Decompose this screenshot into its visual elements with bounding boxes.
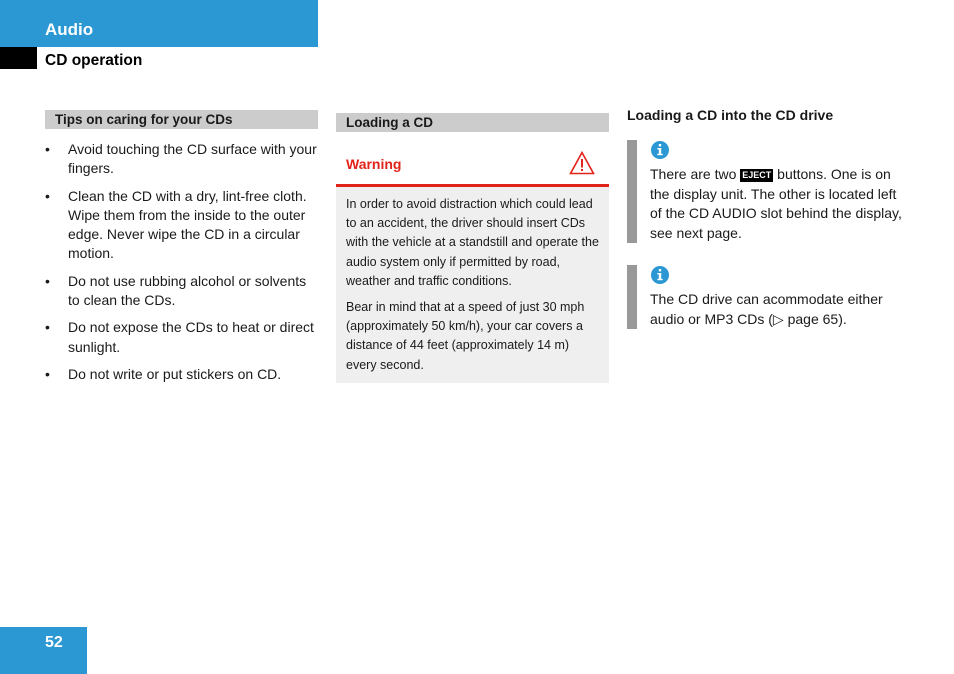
info-text-part: There are two [650, 166, 741, 182]
warning-paragraph: In order to avoid distraction which could lead to an accident, the driver should insert CDs with the vehicle at a standstill and operate the audio system only if permitted by road, weather and traffic conditions. [346, 197, 599, 288]
tips-list [45, 140, 318, 384]
warning-label: Warning [346, 156, 402, 172]
info-text-part: buttons. One is on the display unit. The other is located left of the CD AUDIO slot behind the display, see next page. [650, 166, 902, 241]
info-note [627, 265, 907, 329]
tips-heading: Tips on caring for your CDs [45, 110, 318, 129]
info-icon [650, 265, 670, 285]
info-bar [627, 140, 637, 243]
loading-heading: Loading a CD [336, 113, 609, 132]
warning-box [336, 141, 609, 383]
list-item [45, 187, 318, 264]
tips-column [45, 110, 318, 392]
list-item-text: Do not write or put stickers on CD. [68, 365, 282, 382]
bullet: • [45, 319, 50, 336]
bullet: • [45, 141, 50, 157]
bullet: • [45, 272, 50, 289]
list-item [45, 140, 318, 179]
bullet: • [45, 187, 50, 204]
page-title: CD operation [45, 52, 143, 69]
list-item [45, 318, 318, 357]
loading-column [336, 113, 609, 383]
info-icon [650, 140, 670, 160]
eject-key-symbol: EJECT [742, 170, 772, 180]
info-bar [627, 265, 637, 329]
cd-drive-column [627, 106, 907, 351]
bullet: • [45, 365, 50, 382]
warning-header [336, 141, 609, 187]
section-title: Audio [45, 20, 94, 39]
cd-drive-heading: Loading a CD into the CD drive [627, 107, 834, 123]
page-number: 52 [45, 634, 63, 651]
page-number-box [0, 627, 87, 674]
warning-paragraph: Bear in mind that at a speed of just 30 mph (approximately 50 km/h), your car covers a distance of 44 feet (approximately 14 m) every second. [346, 300, 585, 372]
warning-body [336, 187, 609, 383]
list-item-text: Clean the CD with a dry, lint-free cloth. Wipe them from the inside to the outer edge. Never wipe the CD in a circular motion. [68, 187, 307, 262]
info-text: The CD drive can acommodate either audio or MP3 CDs (▷ page 65). [650, 291, 883, 327]
list-item-text: Do not use rubbing alcohol or solvents to clean the CDs. [68, 272, 307, 309]
list-item-text: Avoid touching the CD surface with your fingers. [68, 141, 317, 177]
section-tab-marker [0, 47, 37, 69]
info-text [650, 165, 907, 243]
list-item [45, 272, 318, 311]
list-item-text: Do not expose the CDs to heat or direct sunlight. [68, 319, 314, 355]
info-note [627, 140, 907, 243]
list-item [45, 365, 318, 384]
warning-triangle-icon [569, 151, 595, 175]
